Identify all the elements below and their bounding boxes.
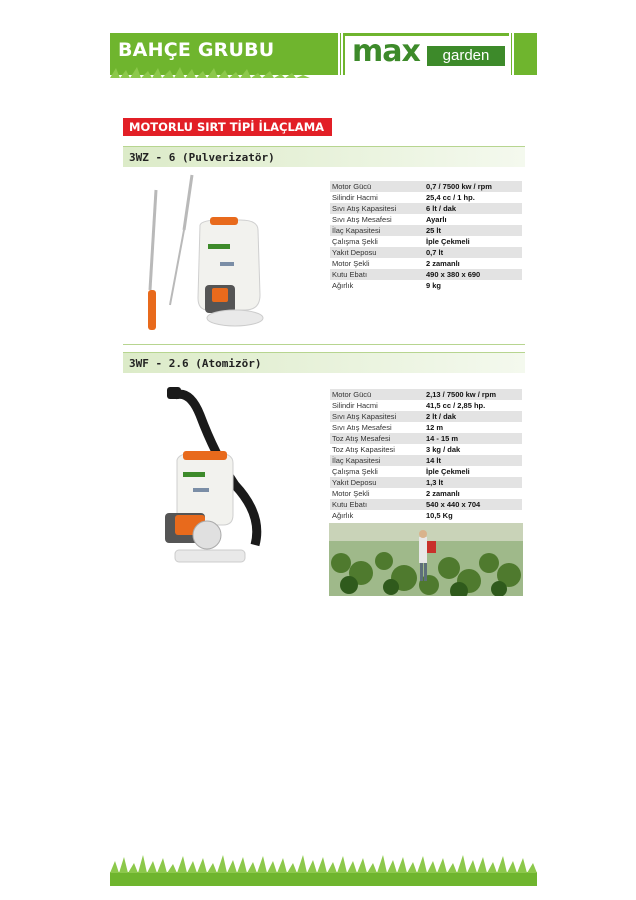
logo-garden-text: garden [427,46,505,66]
spec-row [330,466,522,477]
spec-value: 6 lt / dak [424,203,522,214]
spec-key: Ağırlık [332,281,354,290]
spec-key: Motor Gücü [330,389,424,400]
spec-key: Sıvı Atış Kapasitesi [330,411,424,422]
spec-key: Toz Atış Mesafesi [330,433,424,444]
spec-row [330,225,522,236]
field-spraying-photo [329,523,523,596]
spec-value: 0,7 lt [424,247,522,258]
spec-value: 10,5 Kg [426,511,453,520]
spec-value: 14 lt [424,455,522,466]
spec-key: Yakıt Deposu [330,247,424,258]
spec-row [330,389,522,400]
spec-value: 0,7 / 7500 kw / rpm [424,181,522,192]
spec-row [330,499,522,510]
spec-value: 41,5 cc / 2,85 hp. [426,401,486,410]
spec-value: 9 kg [426,281,442,290]
spec-value: 1,3 lt [424,477,522,488]
spec-value: 14 - 15 m [424,433,522,444]
spec-value: 2 zamanlı [426,489,460,498]
spec-value: 12 m [426,423,444,432]
spec-row [330,477,522,488]
spec-row [330,400,522,411]
category-label: MOTORLU SIRT TİPİ İLAÇLAMA [123,118,332,136]
product-header-2 [123,352,525,373]
spec-key: Silindir Hacmi [332,193,378,202]
grass-decoration-bottom [110,855,537,886]
product-name-1: 3WZ - 6 (Pulverizatör) [129,151,275,164]
spec-value: 25,4 cc / 1 hp. [426,193,475,202]
spec-row [330,444,522,455]
logo-stripes-left [338,33,344,75]
spec-key: Motor Şekli [332,489,370,498]
spec-row [330,510,522,521]
spec-row [330,411,522,422]
spec-value: 25 lt [424,225,522,236]
spec-key: Sıvı Atış Kapasitesi [330,203,424,214]
spec-key: Kutu Ebatı [330,499,424,510]
spec-row [330,422,522,433]
spec-key: Silindir Hacmi [332,401,378,410]
product-header-1 [123,146,525,167]
spec-key: Kutu Ebatı [330,269,424,280]
spec-row [330,488,522,499]
spec-row [330,280,522,291]
spec-row [330,247,522,258]
spec-row [330,192,522,203]
product-name-2: 3WF - 2.6 (Atomizör) [129,357,262,370]
spec-value: 2 zamanlı [426,259,460,268]
spec-key: Çalışma Şekli [332,237,378,246]
spec-value: 2 lt / dak [424,411,522,422]
spec-value: 2,13 / 7500 kw / rpm [424,389,522,400]
spec-key: İlaç Kapasitesi [330,225,424,236]
spec-table-2 [330,389,522,521]
spec-key: İlaç Kapasitesi [330,455,424,466]
spec-key: Ağırlık [332,511,354,520]
spec-key: Motor Şekli [332,259,370,268]
spec-row [330,258,522,269]
page-title: BAHÇE GRUBU [118,39,275,61]
spec-value: Ayarlı [426,215,447,224]
atomizer-sprayer-image [145,385,270,570]
spec-key: Sıvı Atış Mesafesi [332,423,392,432]
section-divider [123,344,525,345]
spec-row [330,433,522,444]
spec-value: 3 kg / dak [426,445,461,454]
spec-key: Sıvı Atış Mesafesi [332,215,392,224]
spec-row [330,181,522,192]
grass-decoration-top [110,66,310,78]
pulverizer-sprayer-image [140,170,265,335]
spec-key: Çalışma Şekli [332,467,378,476]
logo-max-text: max [352,34,420,69]
spec-table-1 [330,181,522,291]
logo-stripes-right [509,33,515,75]
spec-key: Toz Atış Kapasitesi [332,445,395,454]
spec-value: 490 x 380 x 690 [424,269,522,280]
spec-row [330,203,522,214]
spec-row [330,214,522,225]
spec-row [330,269,522,280]
spec-key: Motor Gücü [330,181,424,192]
spec-value: İple Çekmeli [426,237,470,246]
spec-row [330,236,522,247]
spec-row [330,455,522,466]
spec-value: 540 x 440 x 704 [424,499,522,510]
spec-key: Yakıt Deposu [330,477,424,488]
spec-value: İple Çekmeli [426,467,470,476]
